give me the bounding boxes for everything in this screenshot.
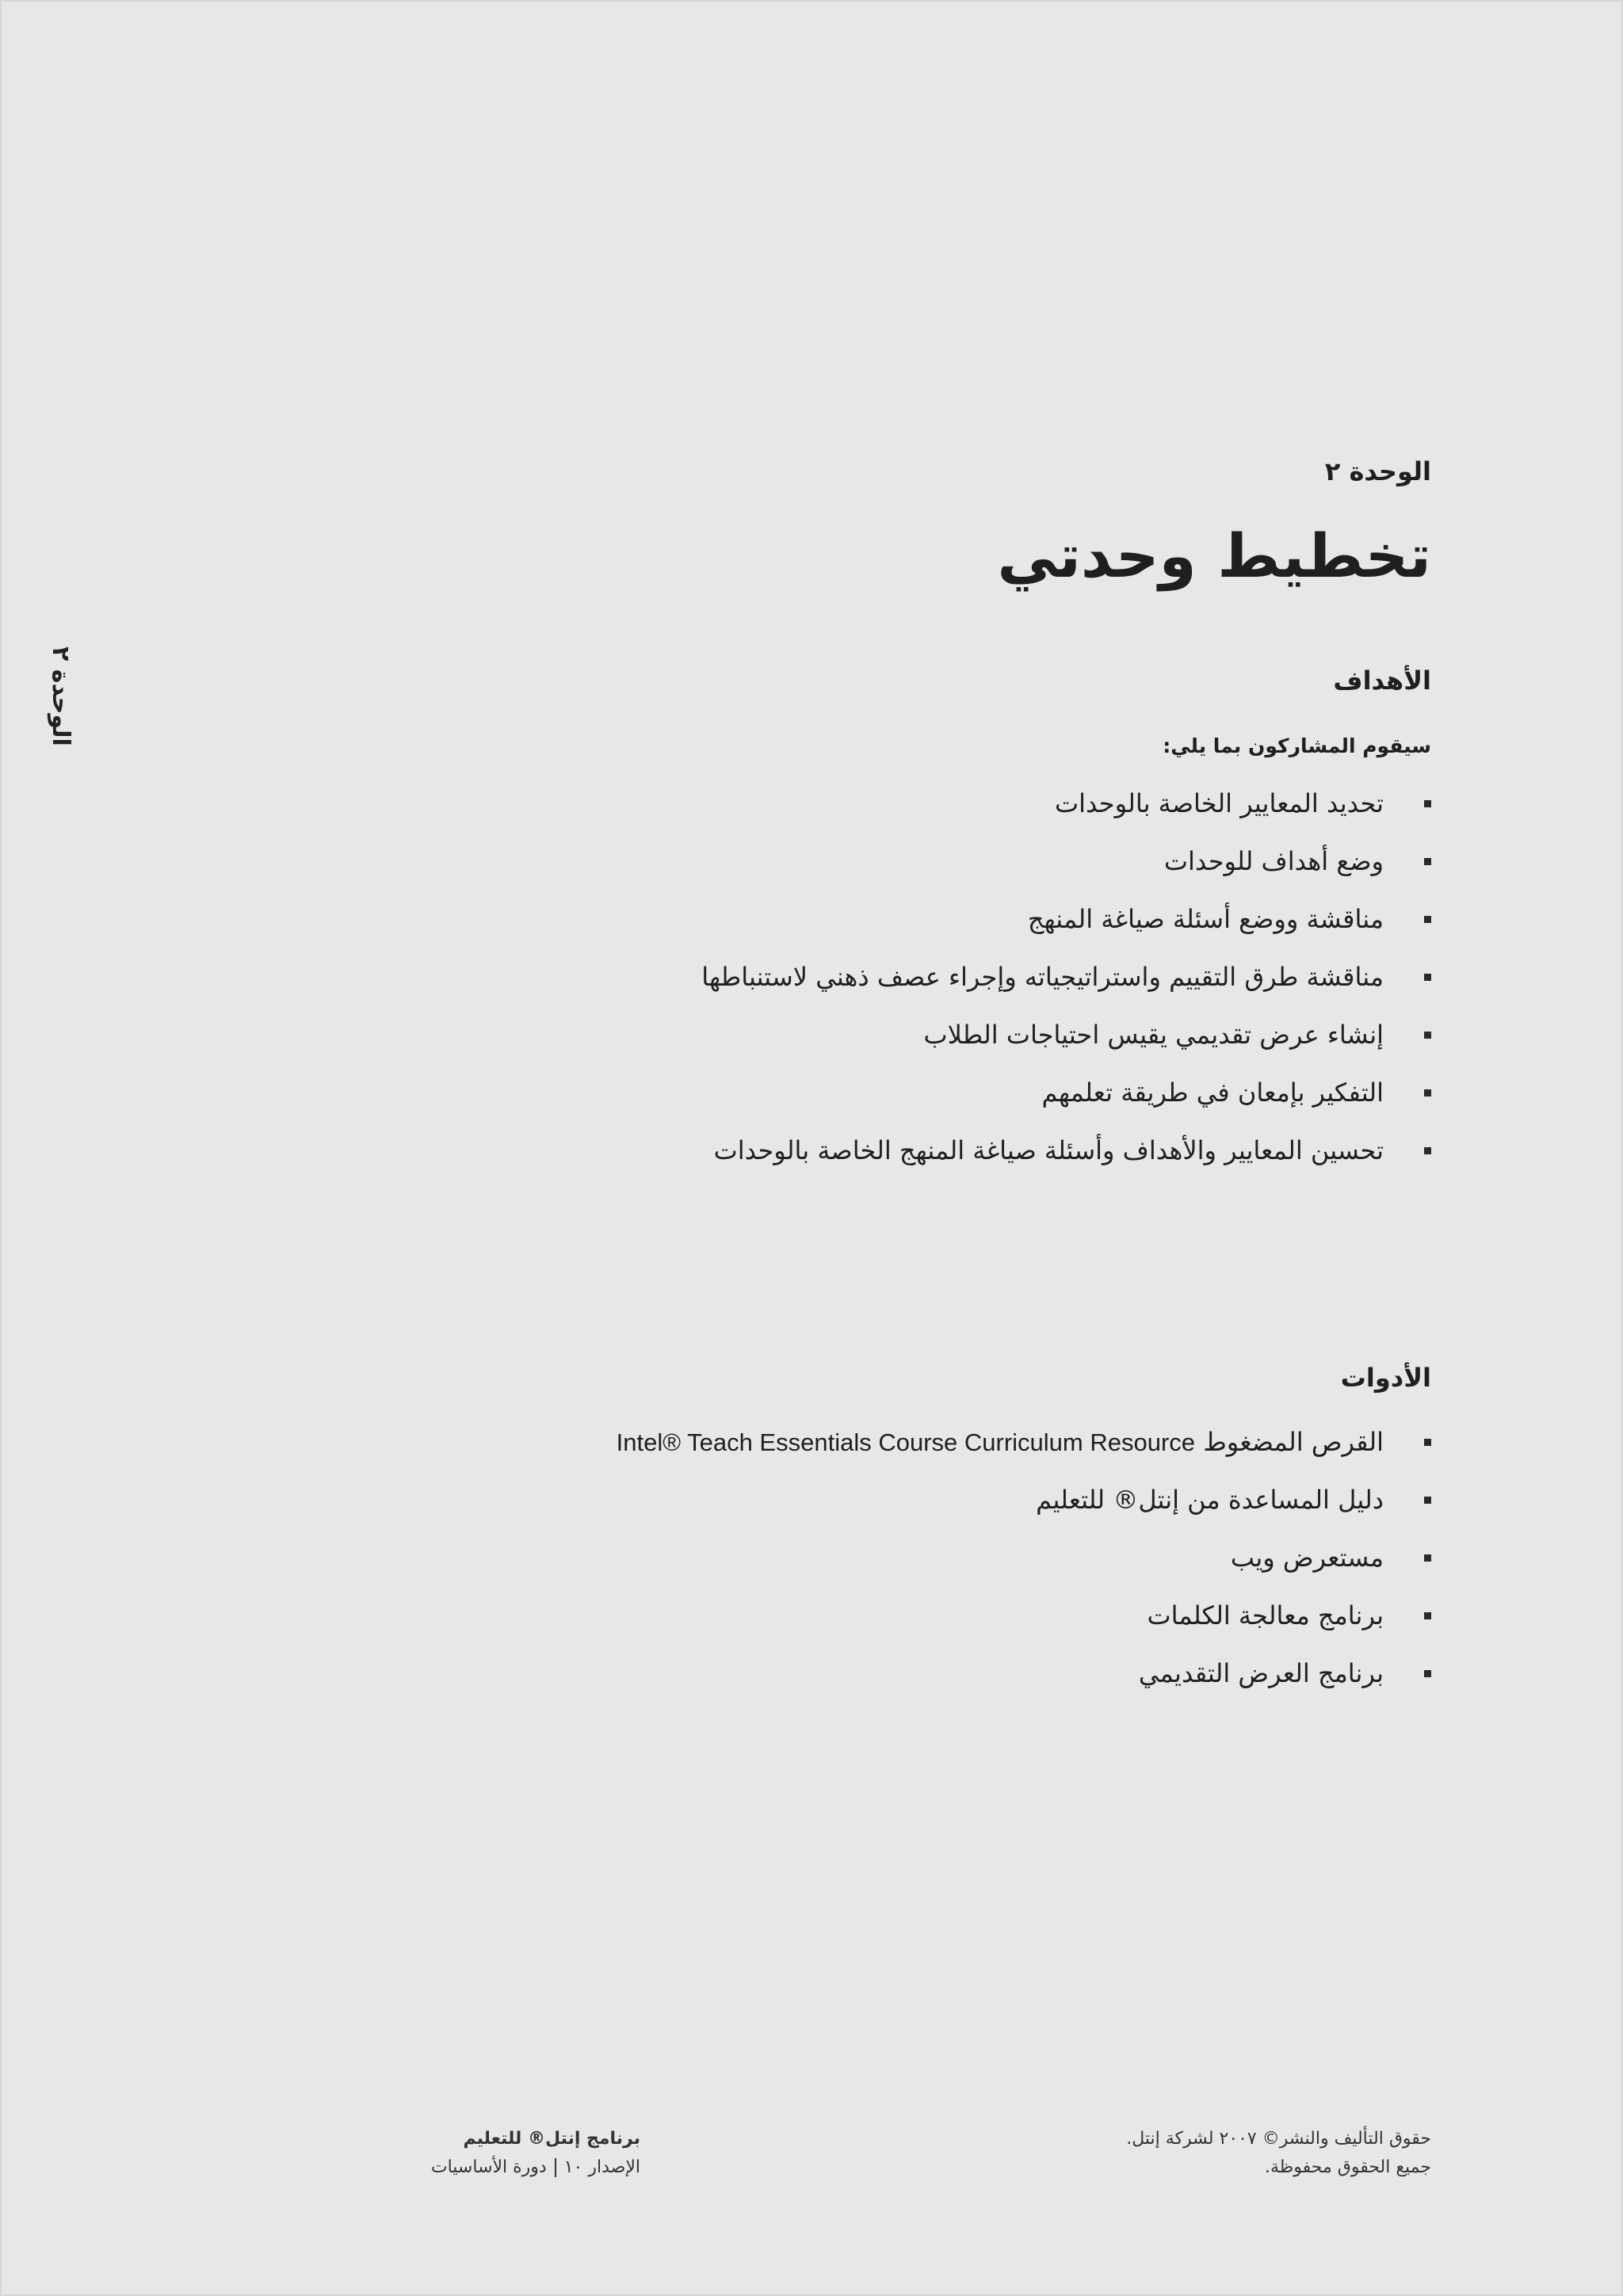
bullet-icon [1424,1147,1431,1154]
divider [555,2158,556,2177]
list-item: دليل المساعدة من إنتل® للتعليم [639,1471,1431,1529]
course-name: دورة الأساسيات [430,2157,547,2177]
list-item: تحسين المعايير والأهداف وأسئلة صياغة المنهج الخاصة بالوحدات [639,1122,1431,1180]
unit-number: الوحدة ٢ [1324,456,1431,486]
list-item: تحديد المعايير الخاصة بالوحدات [639,775,1431,833]
list-item: وضع أهداف للوحدات [639,833,1431,891]
copyright-line: حقوق التأليف والنشر© ٢٠٠٧ لشركة إنتل. [1126,2129,1431,2149]
bullet-icon [1424,1032,1431,1039]
cd-name: Intel® Teach Essentials Course Curriculum Resource [616,1428,1196,1456]
list-item: برنامج معالجة الكلمات [639,1587,1431,1645]
bullet-icon [1424,1439,1431,1446]
side-unit-label: الوحدة ٢ [47,646,74,746]
page-title: تخطيط وحدتي [997,521,1431,591]
program-block [403,2125,640,2182]
copyright-block [1035,2125,1431,2182]
bullet-icon [1424,1554,1431,1562]
list-item: مستعرض ويب [639,1529,1431,1587]
bullet-icon [1424,800,1431,807]
list-item: إنشاء عرض تقديمي يقيس احتياجات الطلاب [639,1006,1431,1064]
tools-list [616,1413,1431,1703]
list-item: التفكير بإمعان في طريقة تعلمهم [639,1064,1431,1122]
bullet-icon [1424,858,1431,865]
bullet-icon [1424,974,1431,981]
program-name: برنامج إنتل® للتعليم [463,2129,640,2149]
list-item: برنامج العرض التقديمي [639,1645,1431,1703]
rights-line: جميع الحقوق محفوظة. [1264,2157,1431,2177]
bullet-icon [1424,1612,1431,1619]
goals-intro: سيقوم المشاركون بما يلي: [1163,734,1431,757]
edition-line [403,2153,640,2182]
goals-list [639,775,1431,1180]
bullet-icon [1424,1497,1431,1504]
bullet-icon [1424,1089,1431,1097]
goals-heading: الأهداف [1333,666,1431,696]
list-item [616,1413,1431,1471]
tools-heading: الأدوات [1340,1363,1431,1393]
edition: الإصدار ١٠ [563,2157,640,2177]
list-item: مناقشة طرق التقييم واستراتيجياته وإجراء عصف ذهني لاستنباطها [639,948,1431,1006]
cd-label: القرص المضغوط [1203,1427,1384,1457]
bullet-icon [1424,916,1431,923]
list-item: مناقشة ووضع أسئلة صياغة المنهج [639,891,1431,948]
bullet-icon [1424,1670,1431,1677]
